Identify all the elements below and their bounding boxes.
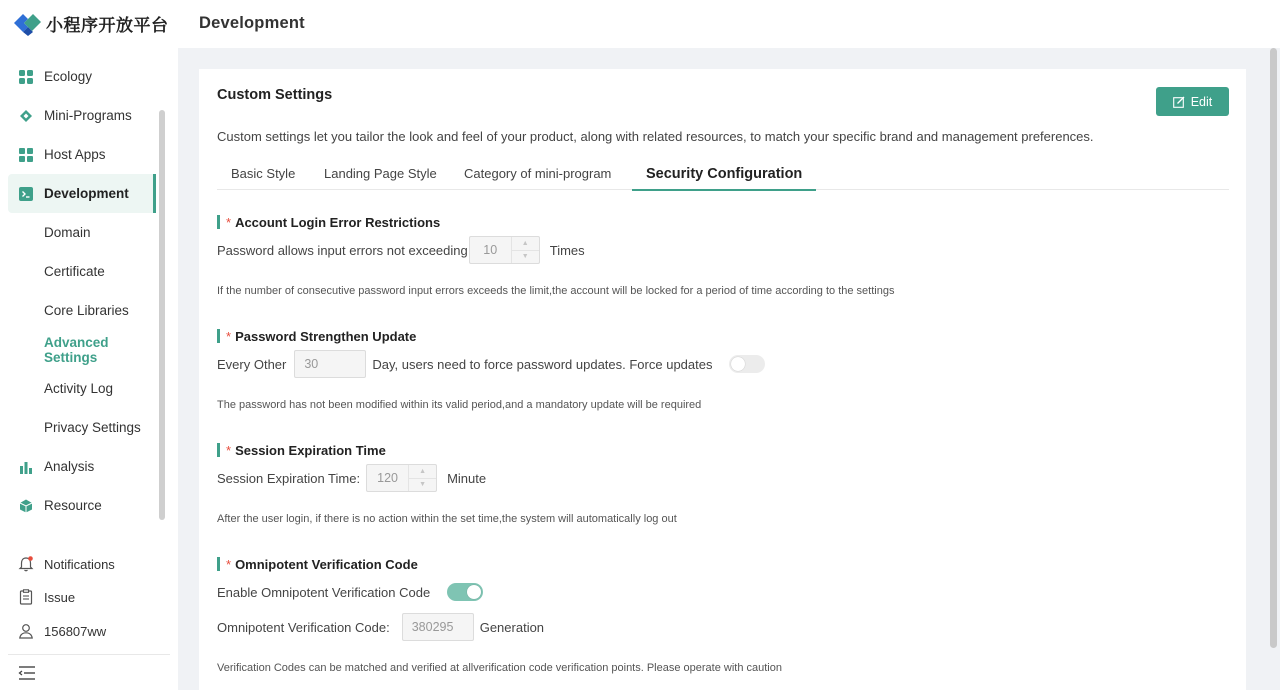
notifications-label: Notifications — [44, 556, 115, 572]
bell-icon — [17, 555, 35, 573]
notifications-link[interactable] — [17, 553, 115, 575]
toggle-knob — [467, 585, 481, 599]
omni-generate-button[interactable]: Generation — [479, 619, 545, 635]
omni-enable-label: Enable Omnipotent Verification Code — [217, 584, 431, 600]
card-description: Custom settings let you tailor the look and feel of your product, along with related resources, to match your specific brand and management preferences. — [217, 129, 1094, 144]
login-error-value: 10 — [483, 243, 498, 257]
password-update-suffix: Day, users need to force password updates. Force updates — [372, 356, 713, 372]
section-title-omnipotent-code — [217, 556, 418, 572]
section-title-login-errors — [217, 214, 440, 230]
session-expiration-prefix: Session Expiration Time: — [217, 470, 361, 486]
tab-basic-style[interactable]: Basic Style — [231, 166, 296, 181]
user-menu[interactable] — [17, 620, 106, 642]
section-marker — [217, 557, 220, 571]
session-expiration-stepper[interactable] — [366, 464, 437, 492]
section-title-password-update — [217, 328, 416, 344]
section-title-text: Omnipotent Verification Code — [235, 556, 418, 572]
password-days-input[interactable]: 30 — [294, 350, 366, 378]
stepper-controls — [408, 465, 436, 491]
toggle-knob — [731, 357, 745, 371]
omni-code-label: Omnipotent Verification Code: — [217, 619, 390, 635]
edit-button-label: Edit — [1190, 94, 1213, 109]
sidebar-item-mini-programs[interactable] — [8, 96, 156, 135]
sidebar-item-label: Activity Log — [44, 381, 114, 396]
sidebar-item-label: Ecology — [44, 69, 93, 84]
omni-enable-toggle[interactable] — [447, 583, 483, 601]
section-title-text: Password Strengthen Update — [235, 328, 417, 344]
grid-icon — [19, 148, 33, 162]
sidebar-item-certificate[interactable] — [8, 252, 156, 291]
sidebar-item-label: Mini-Programs — [44, 108, 132, 123]
page-title: Development — [199, 14, 305, 32]
sidebar-item-label: Certificate — [44, 264, 105, 279]
user-icon — [17, 622, 35, 640]
page-scrollbar[interactable] — [1270, 48, 1277, 648]
login-error-prefix: Password allows input errors not exceeding — [217, 242, 468, 258]
login-error-stepper[interactable] — [469, 236, 540, 264]
sidebar-item-label: Development — [44, 186, 129, 201]
sidebar-item-advanced-settings[interactable] — [8, 330, 156, 369]
session-expiration-hint: After the user login, if there is no action within the set time,the system will automatically log out — [217, 513, 677, 525]
stepper-up-icon[interactable]: ▲ — [419, 467, 427, 475]
sidebar-item-core-libraries[interactable] — [8, 291, 156, 330]
required-mark: * — [226, 328, 232, 344]
sidebar-item-host-apps[interactable] — [8, 135, 156, 174]
grid-icon — [19, 70, 33, 84]
session-expiration-value: 120 — [377, 471, 398, 485]
login-error-row — [217, 236, 585, 264]
sidebar-item-resource[interactable] — [8, 486, 156, 525]
omni-code-row — [217, 613, 544, 641]
tab-security-configuration[interactable]: Security Configuration — [646, 157, 802, 190]
sidebar-item-label: Core Libraries — [44, 303, 129, 318]
required-mark: * — [226, 442, 232, 458]
cube-icon — [19, 499, 33, 513]
sidebar-item-label: Resource — [44, 498, 102, 513]
stepper-up-icon[interactable]: ▲ — [521, 239, 529, 247]
login-error-suffix: Times — [549, 242, 585, 258]
sidebar-item-label: Privacy Settings — [44, 420, 141, 435]
sidebar-item-privacy-settings[interactable] — [8, 408, 156, 447]
sidebar-scrollbar[interactable] — [159, 110, 165, 520]
omni-code-input[interactable]: 380295 — [402, 613, 474, 641]
sidebar — [0, 0, 178, 690]
issue-link[interactable] — [17, 586, 75, 608]
logo[interactable] — [12, 10, 169, 36]
stepper-controls — [511, 237, 539, 263]
sidebar-item-activity-log[interactable] — [8, 369, 156, 408]
sidebar-item-development[interactable] — [8, 174, 156, 213]
edit-icon — [1173, 96, 1185, 108]
sidebar-item-analysis[interactable] — [8, 447, 156, 486]
required-mark: * — [226, 556, 232, 572]
sidebar-item-label: Host Apps — [44, 147, 106, 162]
stepper-down-icon[interactable]: ▼ — [409, 478, 436, 492]
omni-enable-row — [217, 583, 483, 601]
username: 156807ww — [44, 623, 107, 639]
section-title-session-expiration — [217, 442, 386, 458]
sidebar-item-domain[interactable] — [8, 213, 156, 252]
section-title-text: Session Expiration Time — [235, 442, 386, 458]
password-update-row — [217, 350, 765, 378]
diamond-icon — [19, 109, 33, 123]
sidebar-nav — [8, 57, 156, 540]
collapse-menu-icon[interactable] — [18, 665, 36, 686]
clipboard-icon — [17, 588, 35, 606]
tab-landing-page-style[interactable]: Landing Page Style — [324, 166, 437, 181]
force-update-toggle[interactable] — [729, 355, 765, 373]
session-expiration-suffix: Minute — [447, 470, 487, 486]
card-title: Custom Settings — [217, 87, 333, 103]
issue-label: Issue — [44, 589, 76, 605]
tab-category[interactable]: Category of mini-program — [464, 166, 612, 181]
omni-code-hint: Verification Codes can be matched and verified at allverification code verification points. Please operate with caution — [217, 662, 782, 674]
session-expiration-row — [217, 464, 486, 492]
required-mark: * — [226, 214, 232, 230]
bar-chart-icon — [19, 460, 33, 474]
section-title-text: Account Login Error Restrictions — [235, 214, 441, 230]
settings-tabs — [217, 157, 1229, 190]
custom-settings-card — [199, 69, 1246, 690]
stepper-down-icon[interactable]: ▼ — [512, 250, 539, 264]
top-header — [178, 0, 1280, 48]
sidebar-item-label: Advanced Settings — [44, 334, 109, 365]
section-marker — [217, 329, 220, 343]
terminal-icon — [19, 187, 33, 201]
section-marker — [217, 215, 220, 229]
sidebar-item-label: Analysis — [44, 459, 95, 474]
sidebar-divider — [8, 654, 170, 655]
sidebar-item-label: Domain — [44, 225, 91, 240]
edit-button[interactable] — [1156, 87, 1229, 116]
sidebar-item-ecology[interactable] — [8, 57, 156, 96]
section-marker — [217, 443, 220, 457]
logo-text: 小程序开放平台 — [46, 15, 169, 36]
logo-icon — [12, 10, 42, 36]
login-error-hint: If the number of consecutive password input errors exceeds the limit,the account will be locked for a period of time according to the settings — [217, 285, 895, 297]
password-update-prefix: Every Other — [217, 356, 287, 372]
password-update-hint: The password has not been modified within its valid period,and a mandatory update will be required — [217, 399, 702, 411]
